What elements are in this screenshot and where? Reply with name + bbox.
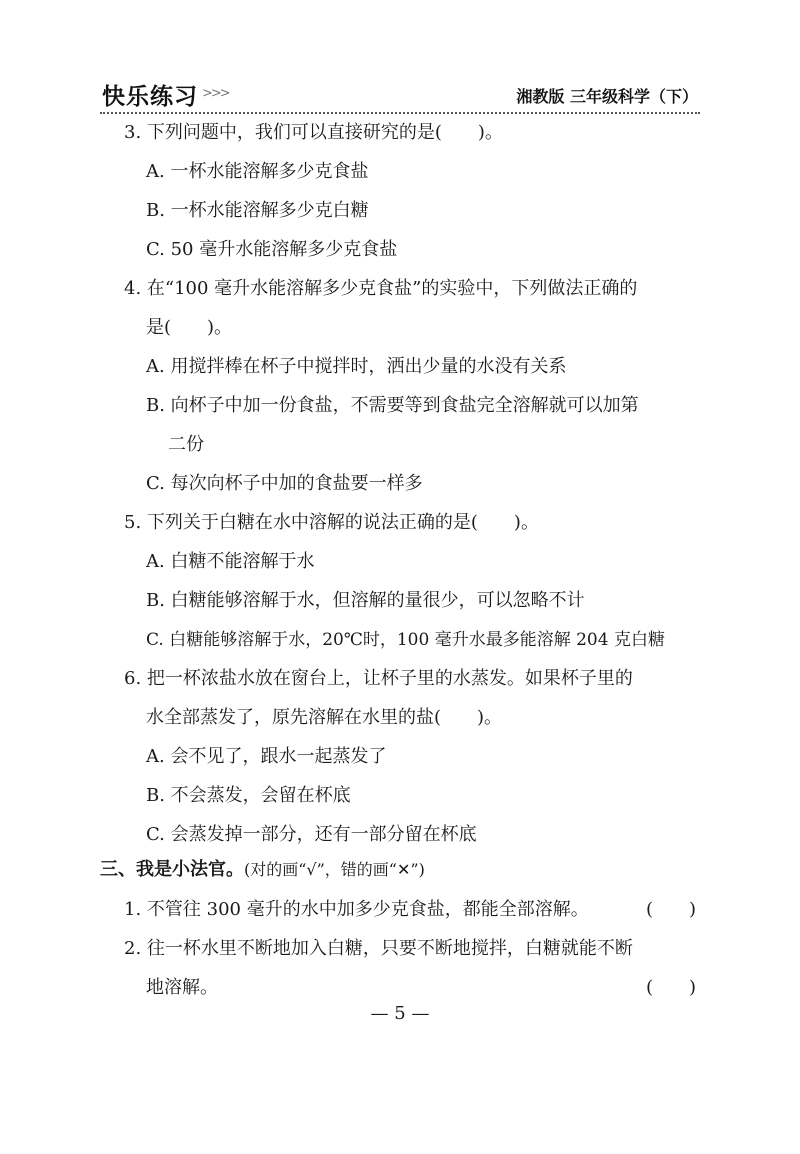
answer-blank-2[interactable]: ( )	[645, 977, 696, 998]
question-6-stem: 6. 把一杯浓盐水放在窗台上，让杯子里的水蒸发。如果杯子里的	[124, 668, 633, 689]
question-3-stem: 3. 下列问题中，我们可以直接研究的是( )。	[124, 122, 503, 143]
page-header	[100, 72, 700, 114]
section-3-instruction: (对的画“√”，错的画“✕”)	[244, 860, 425, 879]
section-3-title: 三、我是小法官。	[100, 859, 244, 880]
question-5-option-b: B. 白糖能够溶解于水，但溶解的量很少，可以忽略不计	[146, 590, 585, 611]
question-4-option-b-continued: 二份	[168, 434, 204, 455]
page-number: — 5 —	[370, 1003, 430, 1024]
question-4-option-c: C. 每次向杯子中加的食盐要一样多	[146, 473, 423, 494]
question-5-stem: 5. 下列关于白糖在水中溶解的说法正确的是( )。	[124, 512, 539, 533]
section-3-heading	[100, 858, 425, 882]
question-6-option-b: B. 不会蒸发，会留在杯底	[146, 785, 351, 806]
brand-title: 快乐练习	[102, 84, 198, 110]
chevron-decoration: >>>	[202, 86, 229, 101]
section-3-item-2: 2. 往一杯水里不断地加入白糖，只要不断地搅拌，白糖就能不断	[124, 938, 633, 959]
question-6-option-c: C. 会蒸发掉一部分，还有一部分留在杯底	[146, 824, 477, 845]
section-3-item-1: 1. 不管往 300 毫升的水中加多少克食盐，都能全部溶解。	[124, 899, 589, 920]
question-3-option-c: C. 50 毫升水能溶解多少克食盐	[146, 239, 398, 260]
question-5-option-c: C. 白糖能够溶解于水，20℃时，100 毫升水最多能溶解 204 克白糖	[146, 630, 665, 650]
question-4-option-b: B. 向杯子中加一份食盐，不需要等到食盐完全溶解就可以加第	[146, 395, 639, 416]
question-6-option-a: A. 会不见了，跟水一起蒸发了	[146, 746, 387, 767]
question-3-option-b: B. 一杯水能溶解多少克白糖	[146, 200, 369, 221]
question-4-option-a: A. 用搅拌棒在杯子中搅拌时，洒出少量的水没有关系	[146, 356, 567, 377]
question-6-stem-continued: 水全部蒸发了，原先溶解在水里的盐( )。	[146, 707, 503, 728]
section-3-item-2-continued: 地溶解。	[146, 977, 218, 998]
edition-label: 湘教版 三年级科学（下）	[516, 87, 698, 106]
question-3-option-a: A. 一杯水能溶解多少克食盐	[146, 161, 369, 182]
question-4-stem-continued: 是( )。	[146, 317, 233, 338]
question-5-option-a: A. 白糖不能溶解于水	[146, 551, 315, 572]
question-4-stem: 4. 在“100 毫升水能溶解多少克食盐”的实验中，下列做法正确的	[124, 278, 638, 299]
answer-blank-1[interactable]: ( )	[645, 899, 696, 920]
